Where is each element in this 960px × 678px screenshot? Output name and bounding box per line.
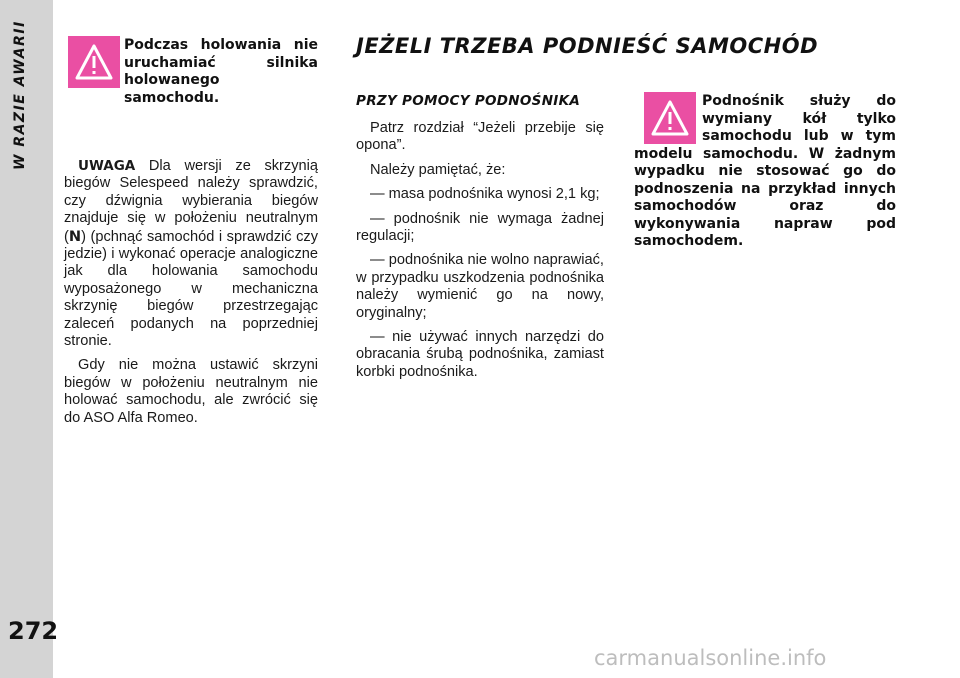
warning-triangle-icon: [68, 36, 120, 88]
jack-warning-text: Podnośnik służy do wymiany kół tylko samochodu lub w tym modelu samochodu. W żadnym wypadku nie stosować go do podnoszenia na przykład innych samochodów oraz do wykonywania napraw pod samochodem.: [634, 93, 896, 249]
note-label: UWAGA: [78, 158, 136, 174]
sidebar: [0, 0, 59, 678]
note-paragraph: [64, 158, 318, 350]
page-title: JEŻELI TRZEBA PODNIEŚĆ SAMOCHÓD: [356, 34, 819, 58]
jack-warning: [634, 93, 896, 251]
note-text-part-1: Dla wersji ze skrzynią biegów Selespeed należy sprawdzić, czy dźwignia wybierania biegów znajduje się w położeniu neutralnym (: [64, 158, 318, 245]
paragraph: — podnośnika nie wolno naprawiać, w przypadku uszkodzenia podnośnika należy wymienić go na nowy, oryginalny;: [356, 252, 604, 321]
paragraph: Patrz rozdział “Jeżeli przebije się opona”.: [356, 120, 604, 154]
middle-column-text: [356, 120, 604, 388]
chapter-title: W RAZIE AWARII: [12, 20, 28, 170]
left-column-text: [64, 158, 318, 434]
note-text-part-2: ) (pchnąć samochód i sprawdzić czy jedzie) i wykonać operacje analogiczne jak dla holowania samochodu wyposażonego w mechaniczna skrzynię biegów przestrzegając zaleceń podanych na poprzedniej stronie.: [64, 228, 318, 350]
paragraph: Gdy nie można ustawić skrzyni biegów w położeniu neutralnym nie holować samochodu, ale zwrócić się do ASO Alfa Romeo.: [64, 357, 318, 426]
section-title: PRZY POMOCY PODNOŚNIKA: [356, 93, 581, 109]
towing-warning: Podczas holowania nie uruchamiać silnika holowanego samochodu.: [124, 37, 318, 106]
icon-spacer: [634, 93, 702, 145]
watermark: carmanualsonline.info: [594, 646, 827, 670]
paragraph: — podnośnik nie wymaga żadnej regulacji;: [356, 210, 604, 245]
page-number: 272: [8, 617, 59, 645]
paragraph: — masa podnośnika wynosi 2,1 kg;: [370, 186, 600, 203]
paragraph: — nie używać innych narzędzi do obracania śrubą podnośnika, zamiast korbki podnośnika.: [356, 329, 604, 380]
neutral-symbol: N: [68, 227, 82, 245]
paragraph: Należy pamiętać, że:: [370, 161, 506, 178]
